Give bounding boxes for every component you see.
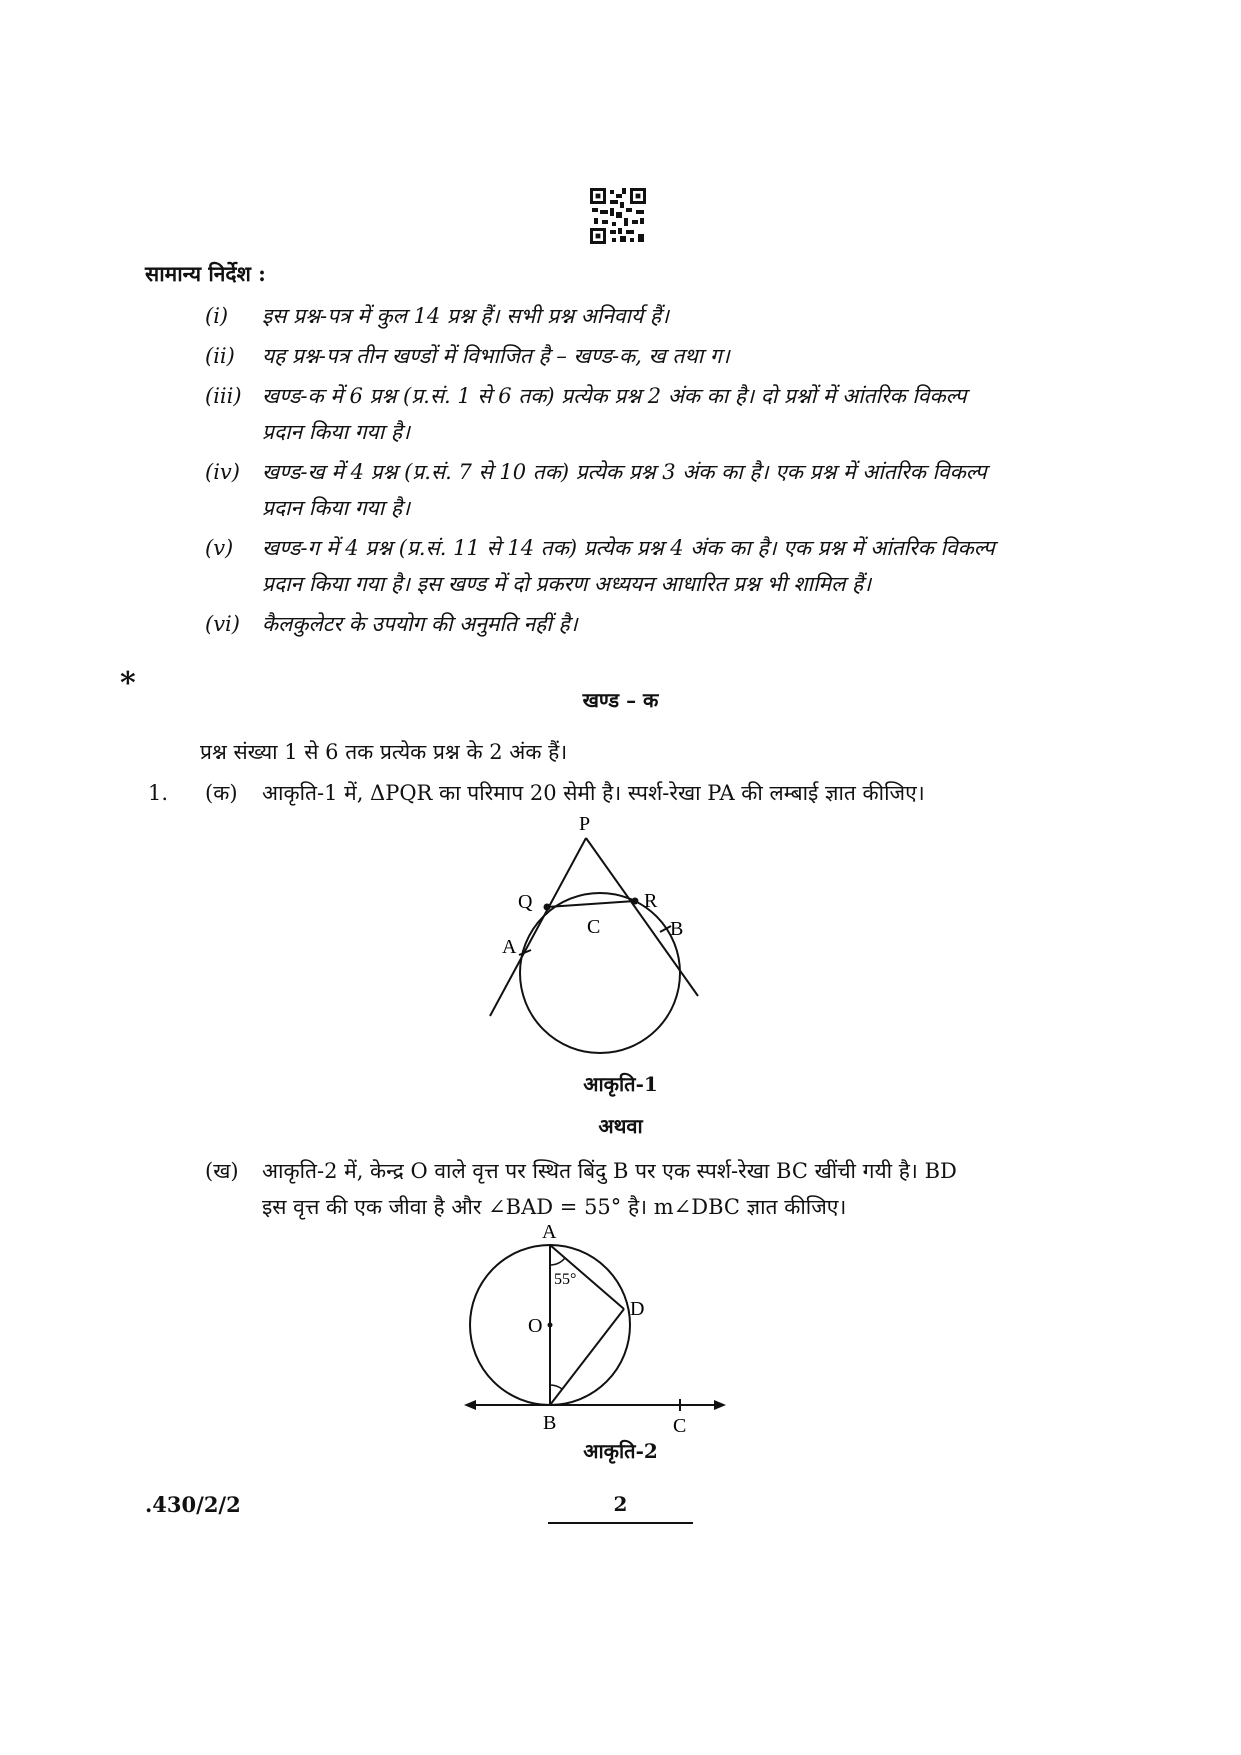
part-b-label: (ख): [205, 1159, 239, 1183]
fig2-label-c: C: [673, 1415, 687, 1437]
instruction-number: (iii): [205, 384, 242, 408]
figure-1: [460, 808, 720, 1078]
fig1-label-a: A: [502, 936, 517, 958]
page-number: 2: [548, 1492, 693, 1524]
paper-code: .430/2/2: [145, 1492, 241, 1517]
fig2-chord-bd: [550, 1309, 624, 1405]
fig2-label-a: A: [542, 1222, 557, 1243]
fig2-arrow-left: [464, 1400, 476, 1410]
instruction-text: कैलकुलेटर के उपयोग की अनुमति नहीं है।: [262, 612, 578, 636]
instruction-text: खण्ड-ग में 4 प्रश्न (प्र.सं. 11 से 14 तक) प्रत्येक प्रश्न 4 अंक का है। एक प्रश्न में आंतरिक विकल्प: [262, 536, 995, 560]
instruction-text: प्रदान किया गया है।: [262, 420, 410, 444]
fig2-angle-arc-b: [550, 1385, 562, 1389]
fig1-label-b: B: [670, 918, 684, 940]
instruction-item: [0, 338, 1241, 374]
instruction-number: (i): [205, 304, 229, 328]
fig2-label-angle: 55°: [554, 1271, 577, 1288]
instruction-number: (ii): [205, 344, 235, 368]
or-text: अथवा: [598, 1114, 643, 1138]
fig2-arrow-right: [714, 1400, 726, 1410]
fig1-tangent-left: [490, 838, 586, 1016]
fig1-point-q: [544, 904, 551, 911]
fig1-point-r: [632, 898, 639, 905]
instruction-item: [0, 606, 1241, 642]
part-a-text: आकृति-1 में, ΔPQR का परिमाप 20 सेमी है। स्पर्श-रेखा PA की लम्बाई ज्ञात कीजिए।: [262, 781, 925, 805]
instruction-text: प्रदान किया गया है।: [262, 496, 410, 520]
fig1-label-r: R: [644, 890, 658, 912]
instruction-text: खण्ड-क में 6 प्रश्न (प्र.सं. 1 से 6 तक) प्रत्येक प्रश्न 2 अंक का है। दो प्रश्नों में आंतरिक विकल्प: [262, 384, 967, 408]
instructions-title: सामान्य निर्देश :: [145, 261, 266, 286]
section-intro: प्रश्न संख्या 1 से 6 तक प्रत्येक प्रश्न के 2 अंक हैं।: [200, 740, 568, 764]
instruction-number: (vi): [205, 612, 240, 636]
question-number: 1.: [148, 781, 169, 805]
fig1-tangent-right: [586, 838, 698, 996]
part-b-line-2: इस वृत्त की एक जीवा है और ∠BAD = 55° है। m∠DBC ज्ञात कीजिए।: [262, 1195, 847, 1219]
instruction-number: (iv): [205, 460, 240, 484]
instruction-item: [0, 298, 1241, 334]
instruction-item: [0, 378, 1241, 450]
instruction-text: इस प्रश्न-पत्र में कुल 14 प्रश्न हैं। सभी प्रश्न अनिवार्य हैं।: [262, 304, 669, 328]
fig1-label-q: Q: [518, 891, 533, 913]
fig1-label-c: C: [587, 916, 601, 938]
fig1-label-p: P: [579, 813, 591, 835]
section-title: खण्ड – क: [582, 688, 659, 712]
fig2-label-o: O: [528, 1315, 543, 1337]
instruction-item: [0, 530, 1241, 602]
figure-2-caption: आकृति-2: [583, 1439, 658, 1463]
figure-2: [460, 1222, 730, 1442]
star-marker: *: [120, 666, 136, 701]
part-b-line-1: आकृति-2 में, केन्द्र O वाले वृत्त पर स्थित बिंदु B पर एक स्पर्श-रेखा BC खींची गयी है। BD: [262, 1159, 957, 1183]
part-a-label: (क): [205, 781, 238, 805]
instruction-text: प्रदान किया गया है। इस खण्ड में दो प्रकरण अध्ययन आधारित प्रश्न भी शामिल हैं।: [262, 572, 872, 596]
fig2-label-b: B: [543, 1412, 557, 1434]
instruction-text: खण्ड-ख में 4 प्रश्न (प्र.सं. 7 से 10 तक) प्रत्येक प्रश्न 3 अंक का है। एक प्रश्न में आंतरिक विकल्प: [262, 460, 987, 484]
qr-code-icon: [590, 188, 646, 244]
figure-1-caption: आकृति-1: [583, 1072, 658, 1096]
instruction-number: (v): [205, 536, 234, 560]
fig2-label-d: D: [630, 1298, 645, 1320]
fig2-center-point: [548, 1323, 553, 1328]
fig2-angle-arc-a: [550, 1258, 565, 1265]
instruction-text: यह प्रश्न-पत्र तीन खण्डों में विभाजित है – खण्ड-क, ख तथा ग।: [262, 344, 730, 368]
instruction-item: [0, 454, 1241, 526]
